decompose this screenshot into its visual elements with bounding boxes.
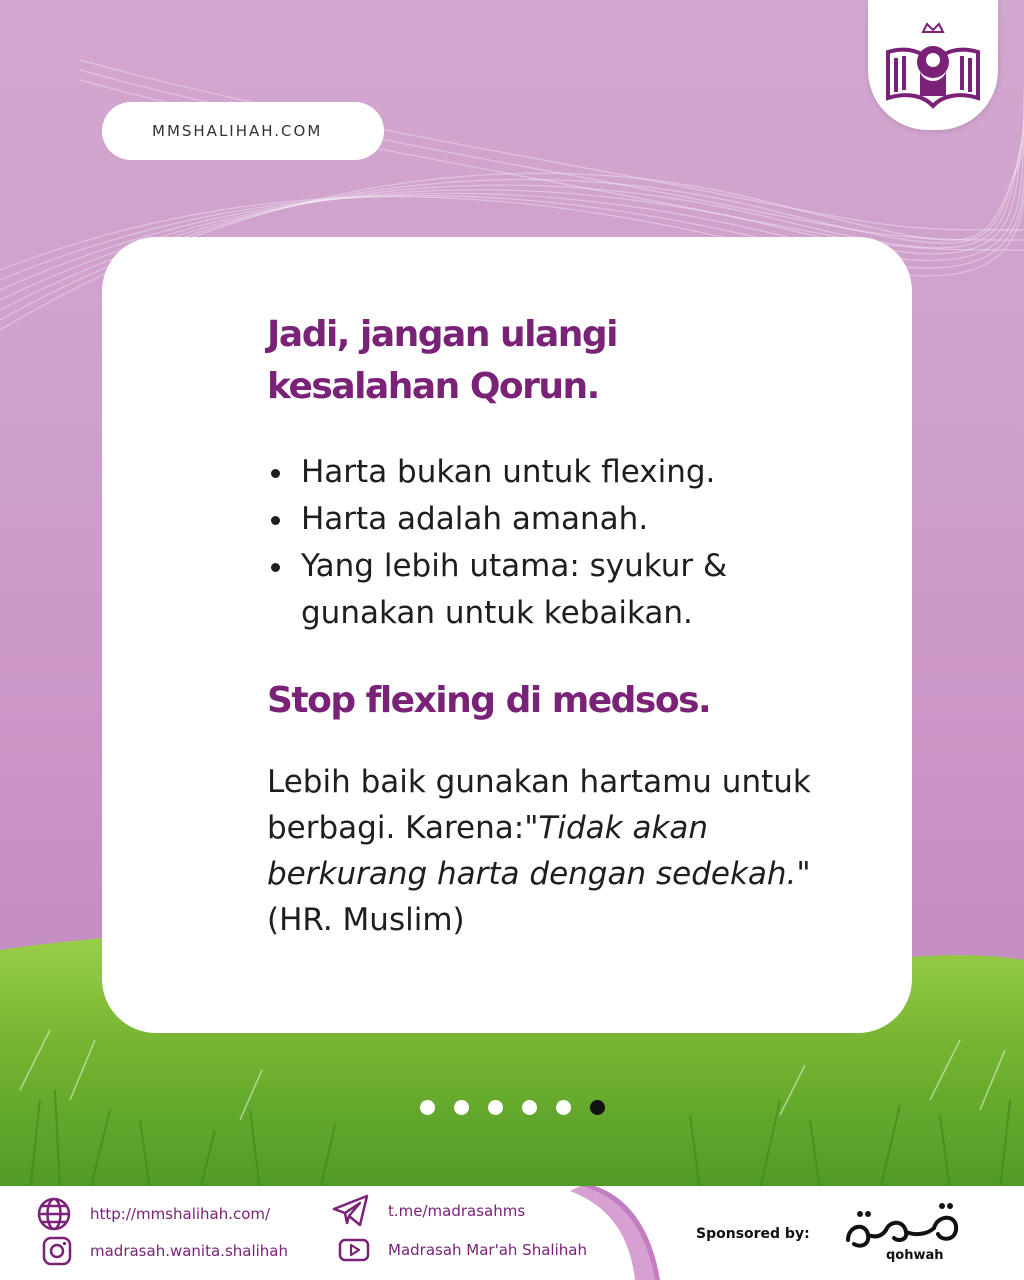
website-link[interactable]: http://mmshalihah.com/ (90, 1205, 271, 1223)
page-dot-2[interactable] (454, 1100, 469, 1115)
footer-instagram[interactable] (42, 1236, 288, 1266)
instagram-icon (42, 1236, 72, 1266)
bullet-list (267, 449, 827, 637)
bullet-item: Harta adalah amanah. (267, 496, 827, 543)
bullet-item: Yang lebih utama: syukur & gunakan untuk kebaikan. (267, 543, 827, 637)
book-crown-logo-icon (880, 12, 986, 112)
footer-swoosh (560, 1186, 670, 1280)
content-card (102, 237, 912, 1033)
heading-jangan-ulangi: Jadi, jangan ulangi kesalahan Qorun. (267, 314, 617, 407)
bullet-item: Harta bukan untuk flexing. (267, 449, 827, 496)
telegram-link[interactable]: t.me/madrasahms (388, 1202, 526, 1220)
brand-logo-tab (868, 0, 998, 130)
instagram-handle[interactable]: madrasah.wanita.shalihah (90, 1242, 288, 1260)
heading-stop-flexing: Stop flexing di medsos. (267, 680, 711, 721)
sponsor-name: qohwah (886, 1248, 944, 1263)
body-plain-text: Lebih baik gunakan hartamu untuk berbagi. Karena: (267, 764, 811, 846)
footer-youtube[interactable] (338, 1238, 587, 1262)
page-dot-5[interactable] (556, 1100, 571, 1115)
sponsored-label: Sponsored by: (696, 1226, 810, 1242)
footer-telegram[interactable] (332, 1194, 525, 1228)
site-url-pill[interactable]: MMSHALIHAH.COM (102, 102, 384, 160)
hadith-quote: "Tidak akan berkurang harta dengan sedekah." (267, 810, 811, 892)
footer-website[interactable] (36, 1196, 270, 1232)
telegram-icon (332, 1194, 370, 1228)
globe-icon (36, 1196, 72, 1232)
page-dot-4[interactable] (522, 1100, 537, 1115)
youtube-channel[interactable]: Madrasah Mar'ah Shalihah (388, 1241, 587, 1259)
page-dot-1[interactable] (420, 1100, 435, 1115)
pagination-dots (420, 1100, 605, 1115)
page-dot-6-active[interactable] (590, 1100, 605, 1115)
youtube-icon (338, 1238, 370, 1262)
body-paragraph (267, 759, 827, 943)
hadith-source: (HR. Muslim) (267, 902, 465, 938)
page-dot-3[interactable] (488, 1100, 503, 1115)
